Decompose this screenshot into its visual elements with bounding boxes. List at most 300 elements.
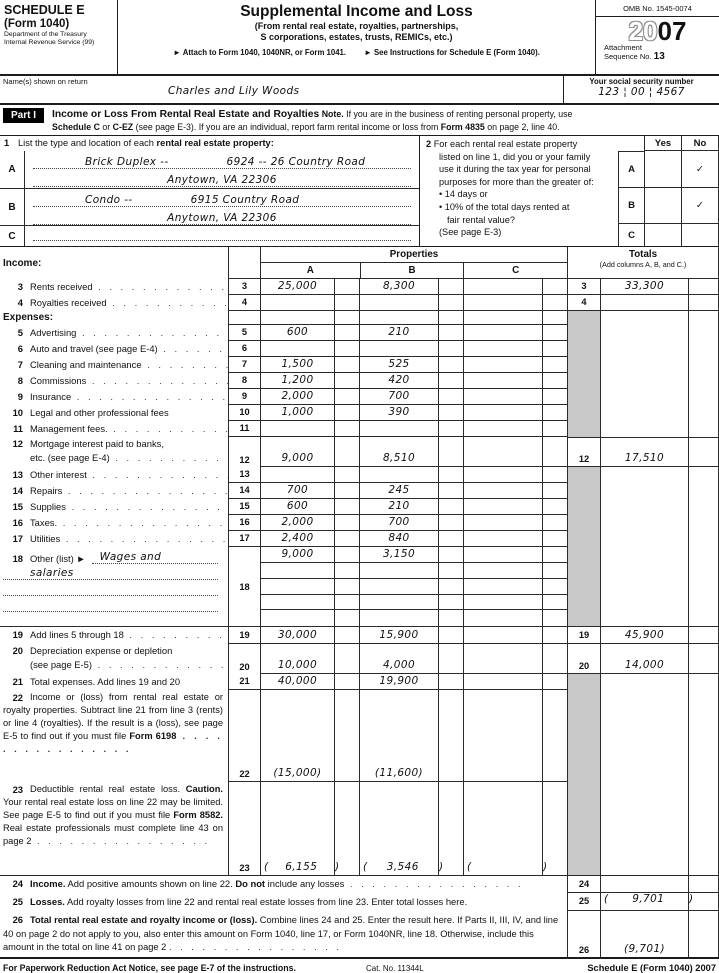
row16-col-a-cents	[334, 515, 359, 531]
yes-no-row-c-letter: C	[618, 224, 644, 246]
row10-total-cents	[688, 405, 719, 421]
row9-total-cents	[688, 389, 719, 405]
table-row-20	[0, 644, 719, 674]
row9-box-number: 9	[228, 389, 260, 405]
row17-label-cell	[0, 531, 228, 547]
row17-col-a-value: 2,400	[260, 531, 334, 547]
department-line: Department of the Treasury	[4, 31, 87, 38]
table-row-22	[0, 690, 719, 782]
row14-col-c-value	[463, 483, 542, 499]
row18-value-grid	[260, 547, 567, 627]
column-b-header: B	[360, 263, 464, 278]
row6-total-value	[600, 341, 688, 357]
row15-desc: Supplies . .	[30, 501, 228, 512]
row12-total-value: 17,510	[600, 437, 688, 467]
row6-col-a-cents	[334, 341, 359, 357]
form-footer-id: Schedule E (Form 1040) 2007	[587, 963, 716, 973]
property-a-no-checkmark: ✓	[681, 151, 719, 188]
property-a-type: Brick Duplex --	[85, 156, 169, 168]
row10-col-b-value: 390	[359, 405, 438, 421]
row18-sub2-b	[359, 563, 438, 578]
row22-col-b-cents	[438, 690, 463, 782]
row21-total-cents	[688, 674, 719, 690]
row24-desc-tail: include any losses . .	[268, 878, 524, 889]
name-field-area	[0, 76, 563, 103]
row23-a-amount: 6,155	[285, 861, 318, 873]
row22-total-number	[567, 690, 600, 782]
row3-total-value: 33,300	[600, 279, 688, 295]
row22-col-b-value: (11,600)	[359, 690, 438, 782]
properties-columns	[261, 263, 567, 278]
no-column-header: No	[681, 136, 719, 151]
part1-note-label: Note.	[321, 109, 344, 119]
row10-col-c-value	[463, 405, 542, 421]
row19-col-a-value: 30,000	[260, 627, 334, 644]
row23-desc-tail: Real estate professionals must complete line 43 on page 2 . .	[3, 823, 223, 846]
row8-col-a-cents	[334, 373, 359, 389]
row5-col-a-cents	[334, 325, 359, 341]
row12-desc-line2	[30, 451, 228, 465]
row17-col-b-cents	[438, 531, 463, 547]
row12-desc1: Mortgage interest paid to banks,	[30, 438, 164, 449]
row24-donot-label: Do not	[235, 878, 266, 889]
sequence-number: 13	[653, 50, 665, 62]
omb-year-block	[595, 0, 719, 74]
row11-box-number: 11	[228, 421, 260, 437]
row25-amount: 9,701	[632, 893, 665, 905]
row15-col-b-cents	[438, 499, 463, 515]
part1-note2-form4835: Form 4835	[440, 122, 485, 132]
properties-title: Properties	[261, 247, 567, 263]
row20-desc-line2	[30, 658, 228, 672]
form-title: Supplemental Income and Loss	[240, 3, 473, 20]
row19-col-b-cents	[438, 627, 463, 644]
row12-col-a-cents	[334, 437, 359, 467]
table-row-10	[0, 405, 719, 421]
row21-col-a-cents	[334, 674, 359, 690]
row17-col-b-value: 840	[359, 531, 438, 547]
row11-total-value	[600, 421, 688, 437]
row18-sub3-ac	[334, 579, 359, 594]
row17-col-c-value	[463, 531, 542, 547]
property-b-address2: Anytown, VA 22306	[167, 212, 277, 224]
part1-text	[52, 108, 572, 133]
expenses-spacer-cc	[542, 311, 567, 325]
row8-col-b-value: 420	[359, 373, 438, 389]
ssn-field: 123 ¦ 00 ¦ 4567	[598, 86, 685, 98]
row5-label-cell	[0, 325, 228, 341]
row6-col-c-value	[463, 341, 542, 357]
line2-see-note: (See page E-3)	[439, 227, 502, 238]
row6-total-number	[567, 341, 600, 357]
omb-number: OMB No. 1545-0074	[596, 0, 719, 17]
yes-no-row-b	[618, 188, 719, 224]
row15-label-cell	[0, 499, 228, 515]
row26-total-label: Total rental real estate and royalty income or (loss).	[30, 915, 258, 925]
row20-total-number: 20	[567, 644, 600, 674]
line1-label-bold: rental real estate property:	[156, 138, 274, 148]
row15-total-cents	[688, 499, 719, 515]
totals-title: Totals	[628, 249, 658, 260]
row13-col-c-value	[463, 467, 542, 483]
row7-total-number	[567, 357, 600, 373]
property-b-address1: 6915 Country Road	[190, 194, 300, 206]
row15-col-c-cents	[542, 499, 567, 515]
taxpayer-name-field: Charles and Lily Woods	[168, 85, 300, 97]
row25-total-value	[600, 893, 688, 911]
row14-label-cell	[0, 483, 228, 499]
part1-heading: Income or Loss From Rental Real Estate and Royalties	[52, 109, 320, 120]
row3-desc: Rents received . .	[30, 281, 228, 292]
row18-sub2-ac	[334, 563, 359, 578]
row24-label-cell	[0, 876, 567, 893]
row16-desc: Taxes. . .	[30, 517, 228, 528]
row19-total-cents	[688, 627, 719, 644]
line2-block	[420, 136, 719, 246]
row18-sub5-bc	[438, 610, 463, 626]
row11-desc: Management fees. . .	[30, 423, 228, 434]
name-band	[0, 76, 719, 105]
row19-col-a-cents	[334, 627, 359, 644]
paperwork-notice: For Paperwork Reduction Act Notice, see page E-7 of the instructions.	[3, 963, 296, 973]
line2-number: 2	[426, 139, 432, 149]
row14-box-number: 14	[228, 483, 260, 499]
property-b-no-checkmark: ✓	[681, 188, 719, 224]
row10-box-number: 10	[228, 405, 260, 421]
row5-total-value	[600, 325, 688, 341]
row18-desc: Other (list) ►	[30, 553, 86, 564]
row22-label-cell	[0, 690, 228, 782]
tax-year	[596, 18, 719, 44]
row6-total-cents	[688, 341, 719, 357]
row23-box-number: 23	[228, 782, 260, 876]
row18-blank-line-2	[3, 596, 218, 612]
sequence-text: Sequence No.	[604, 51, 652, 61]
row13-col-a-value	[260, 467, 334, 483]
row6-number: 6	[17, 343, 23, 354]
yes-no-grid	[618, 136, 719, 246]
row21-col-c-cents	[542, 674, 567, 690]
row5-total-number	[567, 325, 600, 341]
attachment-sequence	[596, 44, 719, 61]
row18-col-c-value	[463, 547, 542, 562]
row8-col-a-value: 1,200	[260, 373, 334, 389]
row26-total-value: (9,701)	[600, 911, 688, 957]
row13-desc: Other interest . .	[30, 469, 228, 480]
table-row-26	[0, 911, 719, 959]
row18-sub5-a	[260, 610, 334, 626]
row13-total-value	[600, 467, 688, 483]
row10-total-value	[600, 405, 688, 421]
row8-col-c-cents	[542, 373, 567, 389]
row11-total-cents	[688, 421, 719, 437]
row18-col-c-cents	[542, 547, 567, 562]
row17-total-value	[600, 531, 688, 547]
row14-total-number	[567, 483, 600, 499]
property-c-no-cell	[681, 224, 719, 246]
row8-total-value	[600, 373, 688, 389]
form-header	[0, 0, 719, 76]
properties-header	[260, 247, 567, 279]
row11-col-b-value	[359, 421, 438, 437]
row16-box-number: 16	[228, 515, 260, 531]
row5-col-c-cents	[542, 325, 567, 341]
yes-no-header-spacer	[618, 136, 644, 151]
row26-label-cell	[0, 911, 567, 957]
row24-total-cents	[688, 876, 719, 893]
expenses-spacer-num	[228, 311, 260, 325]
row23-b-amount: 3,546	[386, 861, 419, 873]
row23-form8582-label: Form 8582.	[173, 810, 223, 820]
row14-desc: Repairs . .	[30, 485, 228, 496]
row8-desc: Commissions . .	[30, 375, 228, 386]
row23-a-open-paren: (	[264, 861, 269, 873]
row10-col-a-value: 1,000	[260, 405, 334, 421]
row7-number: 7	[17, 359, 23, 370]
property-a-address2: Anytown, VA 22306	[167, 174, 277, 186]
row3-number: 3	[17, 281, 23, 292]
property-b-row	[0, 189, 419, 226]
expenses-total-number	[567, 311, 600, 325]
row18-label-cell	[0, 547, 228, 627]
row12-label-cell	[0, 437, 228, 467]
row20-desc1: Depreciation expense or depletion	[30, 645, 173, 656]
row18-subrow-4	[260, 595, 567, 611]
catalog-number: Cat. No. 11344L	[365, 964, 424, 973]
row23-col-c-cents	[542, 782, 567, 876]
row21-box-number: 21	[228, 674, 260, 690]
row5-col-a-value: 600	[260, 325, 334, 341]
part1-note2-tail: on page 2, line 40.	[487, 122, 560, 132]
row18-desc-line1	[3, 547, 218, 564]
property-b-entry	[25, 189, 419, 225]
expenses-total-cents	[688, 311, 719, 325]
row18-sub3-cc	[542, 579, 567, 594]
row13-number: 13	[12, 469, 23, 480]
part1-band	[0, 105, 719, 136]
row8-box-number: 8	[228, 373, 260, 389]
row26-number: 26	[12, 914, 23, 925]
row4-col-c-value	[463, 295, 542, 311]
row4-desc: Royalties received . .	[30, 297, 228, 308]
row16-col-b-value: 700	[359, 515, 438, 531]
property-a-entry	[25, 151, 419, 188]
row13-col-a-cents	[334, 467, 359, 483]
table-row-14	[0, 483, 719, 499]
row19-col-c-value	[463, 627, 542, 644]
row18-col-a-cents	[334, 547, 359, 562]
row25-desc: Add royalty losses from line 22 and rental real estate losses from line 23. Enter total losses here.	[67, 896, 468, 907]
form-footer	[0, 959, 719, 973]
row9-col-b-value: 700	[359, 389, 438, 405]
row3-box-number: 3	[228, 279, 260, 295]
row18-col-b-cents	[438, 547, 463, 562]
row13-col-b-value	[359, 467, 438, 483]
table-row-21	[0, 674, 719, 690]
expenses-total-value	[600, 311, 688, 325]
row9-number: 9	[17, 391, 23, 402]
row15-col-b-value: 210	[359, 499, 438, 515]
row10-label-cell	[0, 405, 228, 421]
row23-number: 23	[12, 784, 23, 795]
row18-box-number: 18	[228, 547, 260, 627]
row11-col-b-cents	[438, 421, 463, 437]
row16-col-c-cents	[542, 515, 567, 531]
row22-total-cents	[688, 690, 719, 782]
expenses-spacer-b	[359, 311, 438, 325]
row18-sub2-cc	[542, 563, 567, 578]
row7-col-b-value: 525	[359, 357, 438, 373]
row9-total-value	[600, 389, 688, 405]
row4-box-number: 4	[228, 295, 260, 311]
line2-t1: For each rental real estate property	[433, 139, 578, 149]
row19-label-cell	[0, 627, 228, 644]
row7-box-number: 7	[228, 357, 260, 373]
row16-col-b-cents	[438, 515, 463, 531]
irs-name: Internal Revenue Service	[4, 39, 81, 46]
row21-number: 21	[12, 676, 23, 687]
row21-desc: Total expenses. Add lines 19 and 20	[30, 676, 181, 687]
row20-desc-line1	[3, 644, 228, 658]
line2-bullet-2b: fair rental value?	[447, 214, 515, 225]
row17-total-number	[567, 531, 600, 547]
line2-bullet-1: • 14 days or	[439, 189, 488, 200]
row12-col-c-cents	[542, 437, 567, 467]
row22-col-c-cents	[542, 690, 567, 782]
row8-number: 8	[17, 375, 23, 386]
yes-no-row-a-letter: A	[618, 151, 644, 188]
row22-col-a-value: (15,000)	[260, 690, 334, 782]
row17-box-number: 17	[228, 531, 260, 547]
row17-total-cents	[688, 531, 719, 547]
row12-total-number: 12	[567, 437, 600, 467]
row18-total-cents	[688, 547, 719, 627]
row18-sub4-bc	[438, 595, 463, 610]
row14-col-a-value: 700	[260, 483, 334, 499]
table-row-3	[0, 279, 719, 295]
row12-col-b-cents	[438, 437, 463, 467]
row14-total-value	[600, 483, 688, 499]
row19-col-b-value: 15,900	[359, 627, 438, 644]
property-a-row	[0, 151, 419, 189]
row20-box-number: 20	[228, 644, 260, 674]
row7-col-a-cents	[334, 357, 359, 373]
row23-c-open-paren: (	[467, 861, 472, 873]
property-a-letter: A	[0, 151, 25, 188]
row25-close-paren: )	[689, 893, 694, 905]
row10-total-number	[567, 405, 600, 421]
row11-col-c-cents	[542, 421, 567, 437]
row15-total-number	[567, 499, 600, 515]
row9-label-cell	[0, 389, 228, 405]
row14-number: 14	[12, 485, 23, 496]
form-subtitle-2: S corporations, estates, trusts, REMICs, etc.)	[260, 31, 453, 42]
table-row-18	[0, 547, 719, 627]
row12-col-b-value: 8,510	[359, 437, 438, 467]
table-header	[0, 247, 719, 279]
row6-col-b-value	[359, 341, 438, 357]
attachment-label: Attachment	[604, 43, 642, 52]
irs-line	[4, 39, 113, 46]
row20-col-b-value: 4,000	[359, 644, 438, 674]
row12-col-a-value: 9,000	[260, 437, 334, 467]
row15-total-value	[600, 499, 688, 515]
row18-number: 18	[12, 553, 23, 564]
row25-total-cents	[688, 893, 719, 911]
row22-desc-form6198: Form 6198 . .	[3, 731, 223, 754]
row15-box-number: 15	[228, 499, 260, 515]
row11-number: 11	[13, 423, 23, 434]
property-c-letter: C	[0, 226, 25, 246]
row18-sub3-a	[260, 579, 334, 594]
table-row-25	[0, 893, 719, 911]
row3-col-c-value	[463, 279, 542, 295]
expenses-spacer-c	[463, 311, 542, 325]
row6-box-number: 6	[228, 341, 260, 357]
expenses-spacer-ac	[334, 311, 359, 325]
row12-number: 12	[12, 438, 23, 449]
row4-col-a-value	[260, 295, 334, 311]
row18-sub4-b	[359, 595, 438, 610]
row11-total-number	[567, 421, 600, 437]
table-row-19	[0, 627, 719, 644]
row15-number: 15	[12, 501, 23, 512]
row5-box-number: 5	[228, 325, 260, 341]
row7-label-cell	[0, 357, 228, 373]
row23-a-close-paren: )	[335, 861, 340, 873]
tax-year-outline: 20	[628, 16, 658, 46]
row23-col-a-cents	[334, 782, 359, 876]
attach-note: ► Attach to Form 1040, 1040NR, or Form 1041.	[173, 48, 347, 57]
row10-number: 10	[12, 407, 23, 418]
line2-question	[420, 136, 616, 239]
row5-number: 5	[17, 327, 23, 338]
table-row-4	[0, 295, 719, 311]
row18-total-number	[567, 547, 600, 627]
row10-col-b-cents	[438, 405, 463, 421]
property-a-yes-cell	[644, 151, 681, 188]
yes-no-row-a	[618, 151, 719, 188]
line1-number: 1	[4, 138, 10, 148]
row7-total-value	[600, 357, 688, 373]
row8-total-cents	[688, 373, 719, 389]
irs-code: (99)	[82, 39, 95, 46]
row23-desc-lead: Deductible rental real estate loss.	[30, 784, 181, 794]
row18-sub5-c	[463, 610, 542, 626]
line1-heading	[0, 136, 419, 151]
row15-col-a-value: 600	[260, 499, 334, 515]
row9-total-number	[567, 389, 600, 405]
property-a-line1	[33, 151, 411, 169]
part1-note-text: If you are in the business of renting personal property, use	[346, 109, 573, 119]
row3-total-number: 3	[567, 279, 600, 295]
row9-col-a-value: 2,000	[260, 389, 334, 405]
row19-desc: Add lines 5 through 18 . .	[30, 629, 228, 640]
column-c-header: C	[463, 263, 567, 278]
yes-no-row-b-letter: B	[618, 188, 644, 224]
line2-text-1	[426, 138, 616, 151]
line2-text-3: use it during the tax year for personal	[439, 164, 591, 175]
table-row-16	[0, 515, 719, 531]
row6-label-cell	[0, 341, 228, 357]
row23-col-b-value	[359, 782, 438, 876]
row16-number: 16	[12, 517, 23, 528]
row24-number: 24	[12, 878, 23, 889]
row21-total-value	[600, 674, 688, 690]
row22-desc: Income or (loss) from rental real estate or royalty properties. Subtract line 21 from line 3 (rents) or line 4 (royalties). If the result is a (loss), see page E-5 to find out if you must file	[3, 692, 223, 741]
row16-total-cents	[688, 515, 719, 531]
row10-col-c-cents	[542, 405, 567, 421]
